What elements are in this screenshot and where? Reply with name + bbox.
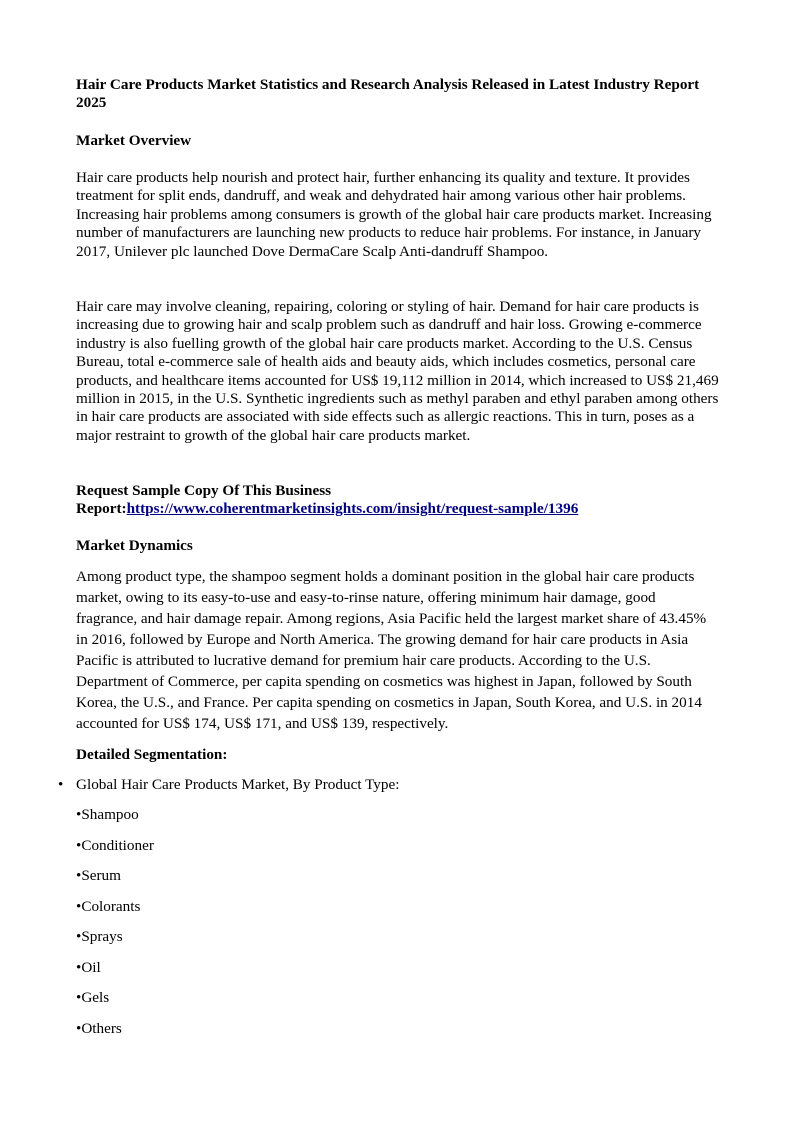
segment-main-item xyxy=(58,776,399,794)
segment-item: •Gels xyxy=(76,989,110,1006)
segment-main-label: Global Hair Care Products Market, By Product Type: xyxy=(76,776,400,793)
segment-item: •Shampoo xyxy=(76,806,139,823)
market-dynamics-heading: Market Dynamics xyxy=(76,537,193,554)
segment-item: •Colorants xyxy=(76,898,141,915)
document-title: Hair Care Products Market Statistics and Research Analysis Released in Latest Industry Report 2025 xyxy=(76,76,700,112)
segment-item: •Serum xyxy=(76,867,121,884)
segment-item: •Conditioner xyxy=(76,837,154,854)
request-sample-link[interactable]: https://www.coherentmarketinsights.com/insight/request-sample/1396 xyxy=(126,500,579,518)
market-dynamics-paragraph: Among product type, the shampoo segment holds a dominant position in the global hair care products market, owing to its easy-to-use and easy-to-rinse nature, offering minimum hair damage, good fragrance, and hair damage repair. Among regions, Asia Pacific held the largest market share of 43.45% in 2016, followed by Europe and North America. The growing demand for hair care products in Asia Pacific is attributed to lucrative demand for premium hair care products. According to the U.S. Department of Commerce, per capita spending on cosmetics was highest in Japan, followed by South Korea, the U.S., and France. Per capita spending on cosmetics in Japan, South Korea, and U.S. in 2014 accounted for US$ 174, US$ 171, and US$ 139, respectively. xyxy=(76,568,707,732)
bullet-icon: • xyxy=(58,776,64,793)
request-sample-block xyxy=(76,482,578,519)
request-sample-text: Request Sample Copy Of This Business xyxy=(76,482,332,499)
overview-paragraph-1: Hair care products help nourish and protect hair, further enhancing its quality and texture. It provides treatment for split ends, dandruff, and weak and dehydrated hair among various other hair problems. Increasing hair problems among consumers is growth of the global hair care products market. Increasing number of manufacturers are launching new products to reduce hair problems. For instance, in January 2017, Unilever plc launched Dove DermaCare Scalp Anti-dandruff Shampoo. xyxy=(76,169,712,260)
market-overview-heading: Market Overview xyxy=(76,132,192,149)
segment-item: •Others xyxy=(76,1020,122,1037)
detailed-segmentation-heading: Detailed Segmentation: xyxy=(76,746,228,763)
segment-item: •Sprays xyxy=(76,928,123,945)
request-sample-prefix: Report: xyxy=(76,500,127,518)
segment-item: •Oil xyxy=(76,959,101,976)
overview-paragraph-2: Hair care may involve cleaning, repairing, coloring or styling of hair. Demand for hair care products is increasing due to growing hair and scalp problem such as dandruff and hair loss. Growing e-commerce industry is also fuelling growth of the global hair care products market. According to the U.S. Census Bureau, total e-commerce sale of health aids and beauty aids, which includes cosmetics, personal care products, and healthcare items accounted for US$ 19,112 million in 2014, which increased to US$ 21,469 million in 2015, in the U.S. Synthetic ingredients such as methyl paraben and ethyl paraben among others in hair care products are associated with side effects such as allergic reactions. This in turn, poses as a major restraint to growth of the global hair care products market. xyxy=(76,298,719,444)
